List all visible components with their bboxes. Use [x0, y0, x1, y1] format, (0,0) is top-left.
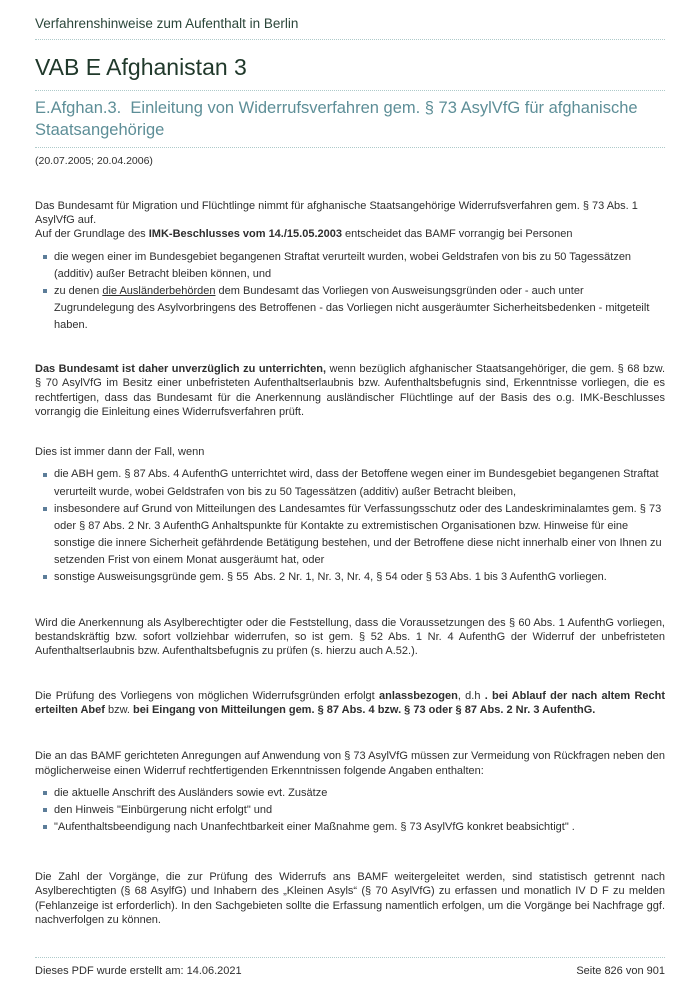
list-item: [41, 819, 665, 836]
list-item: [41, 501, 665, 569]
required-data-list: [41, 785, 665, 836]
text-segment: bzw.: [104, 704, 134, 716]
text-segment: dem Bundesamt das Vorliegen von Ausweisungsgründen oder - auch unter Zugrundelegung des Asylvorbringens des Betroffenen - das Vorliegen nicht ausgeräumter Sicherheitsbedenken - mitgeteilt haben.: [54, 284, 650, 331]
page-footer: [35, 957, 665, 977]
text-segment-underline: die Ausländerbehörden: [102, 284, 216, 297]
list-item-text: sonstige Ausweisungsgründe gem. § 55 Abs. 2 Nr. 1, Nr. 3, Nr. 4, § 54 oder § 53 Abs. 1 bis 3 AufenthG vorliegen.: [54, 570, 607, 583]
bullet-square-icon: [43, 507, 47, 511]
text-segment: Auf der Grundlage des: [35, 228, 149, 241]
paragraph-bamf-intro: Das Bundesamt für Migration und Flüchtlinge nimmt für afghanische Staatsangehörige Widerrufsverfahren gem. § 73 Abs. 1 AsylVfG auf.: [35, 199, 638, 227]
text-segment-bold: IMK-Beschlusses vom 14./15.05.2003: [148, 228, 342, 241]
text-segment-bold: bei Eingang von Mitteilungen gem. § 87 Abs. 4 bzw. § 73 oder § 87 Abs. 2 Nr. 3 AufenthG.: [133, 704, 596, 716]
text-segment-bold: . bei Ablauf der nach altem Recht erteilten Abef: [35, 689, 666, 716]
list-item-text: die aktuelle Anschrift des Ausländers sowie evt. Zusätze: [54, 786, 328, 799]
list-item: [41, 249, 665, 283]
bullet-square-icon: [43, 473, 47, 477]
list-item: [41, 283, 665, 334]
paragraph-imk-basis: [35, 227, 665, 241]
text-segment: Die Prüfung des Vorliegens von möglichen Widerrufsgründen erfolgt: [35, 689, 379, 702]
criteria-list-persons: [41, 249, 665, 334]
list-item: [41, 785, 665, 802]
revision-dates: (20.07.2005; 20.04.2006): [35, 154, 153, 167]
paragraph-case-intro: Dies ist immer dann der Fall, wenn: [35, 446, 205, 459]
list-item-text: "Aufenthaltsbeendigung nach Unanfechtbarkeit einer Maßnahme gem. § 73 AsylVfG konkret beabsichtigt" .: [54, 820, 575, 833]
list-item-text: den Hinweis "Einbürgerung nicht erfolgt" und: [54, 803, 273, 816]
text-segment: zu denen: [54, 284, 103, 297]
divider: [35, 147, 665, 148]
paragraph-anregungen: Die an das BAMF gerichteten Anregungen auf Anwendung von § 73 AsylVfG müssen zur Vermeidung von Rückfragen neben den möglicherweise einen Widerruf rechtfertigenden Erkenntnissen folgende Angaben enthalten:: [35, 750, 665, 777]
divider: [35, 39, 665, 40]
list-item: [41, 466, 665, 500]
page-title: VAB E Afghanistan 3: [35, 54, 247, 80]
bullet-square-icon: [43, 255, 47, 259]
list-item-text: die wegen einer im Bundesgebiet begangenen Straftat verurteilt wurden, wobei Geldstrafen von bis zu 50 Tagessätzen (additiv) außer Betracht bleiben können, und: [54, 250, 632, 280]
divider: [35, 90, 665, 91]
bullet-square-icon: [43, 575, 47, 579]
list-item: [41, 569, 665, 586]
bullet-square-icon: [43, 825, 47, 829]
list-item: [41, 802, 665, 819]
paragraph-statistik: Die Zahl der Vorgänge, die zur Prüfung des Widerrufs ans BAMF weitergeleitet werden, sind statistisch getrennt nach Asylberechtigten (§ 68 AsylfG) und Inhabern des „Kleinen Asyls“ (§ 70 AsylVfG) zu erfassen und monatlich IV D F zu melden (Fehlanzeige ist erforderlich). In den Sachgebieten sollte die Erfassung namentlich erfolgen, um die Vorgänge bei Nachfrage ggf. nachverfolgen zu können.: [35, 871, 665, 926]
paragraph-widerruf-pruefung: Wird die Anerkennung als Asylberechtigter oder die Feststellung, dass die Voraussetzungen des § 60 Abs. 1 AufenthG vorliegen, bestandskräftig bzw. sofort vollziehbar widerrufen, so ist gem. § 52 Abs. 1 Nr. 4 AufenthG der Widerruf der unbefristeten Aufenthaltserlaubnis bzw. Aufenthaltsbefugnis zu prüfen (s. hierzu auch A.52.).: [35, 616, 665, 658]
text-segment: , d.h: [457, 689, 485, 702]
paragraph-anlassbezogen: [35, 689, 665, 718]
bullet-square-icon: [43, 289, 47, 293]
text-segment: entscheidet das BAMF vorrangig bei Personen: [341, 228, 573, 241]
criteria-list-cases: [41, 466, 665, 585]
text-segment-bold: anlassbezogen: [378, 689, 458, 702]
bullet-square-icon: [43, 808, 47, 812]
bullet-square-icon: [43, 791, 47, 795]
text-segment-bold: Das Bundesamt ist daher unverzüglich zu unterrichten,: [35, 363, 327, 375]
document-header-title: Verfahrenshinweise zum Aufenthalt in Berlin: [35, 16, 299, 31]
footer-page-number: Seite 826 von 901: [576, 965, 665, 977]
list-item-text: insbesondere auf Grund von Mitteilungen des Landesamtes für Verfassungsschutz oder des Landeskriminalamtes gem. § 73 oder § 87 Abs. 2 Nr. 3 AufenthG Anhaltspunkte für Kontakte zu extremistischen Organisationen bzw. Hinweise für eine sonstige die innere Sicherheit gefährdende Betätigung bestehen, und der Betroffene diese nicht innerhalb einer von Ihnen zu setzenden Frist von einem Monat ausgeräumt hat, oder: [54, 502, 662, 566]
footer-created-date: Dieses PDF wurde erstellt am: 14.06.2021: [35, 965, 242, 977]
paragraph-notify-bamf: [35, 362, 665, 419]
section-heading: E.Afghan.3. Einleitung von Widerrufsverfahren gem. § 73 AsylVfG für afghanische Staatsangehörige: [35, 99, 638, 139]
list-item-text: die ABH gem. § 87 Abs. 4 AufenthG unterrichtet wird, dass der Betoffene wegen einer im Bundesgebiet begangenen Straftat verurteilt wurde, wobei Geldstrafen von bis zu 50 Tagessätzen (additiv) außer Betracht bleiben,: [54, 468, 659, 498]
text-segment: wenn bezüglich afghanischer Staatsangehöriger, die gem. § 68 bzw. § 70 AsylVfG im Besitz einer unbefristeten Aufenthaltserlaubnis bzw. Aufenthaltsbefugnis sind, Erkenntnisse vorliegen, die es rechtfertigen, dass das Bundesamt für die Anerkennung ausländischer Flüchtlinge auf der Basis des o.g. IMK-Beschlusses vorrangig die Einleitung eines Widerrufsverfahren prüft.: [35, 363, 666, 418]
